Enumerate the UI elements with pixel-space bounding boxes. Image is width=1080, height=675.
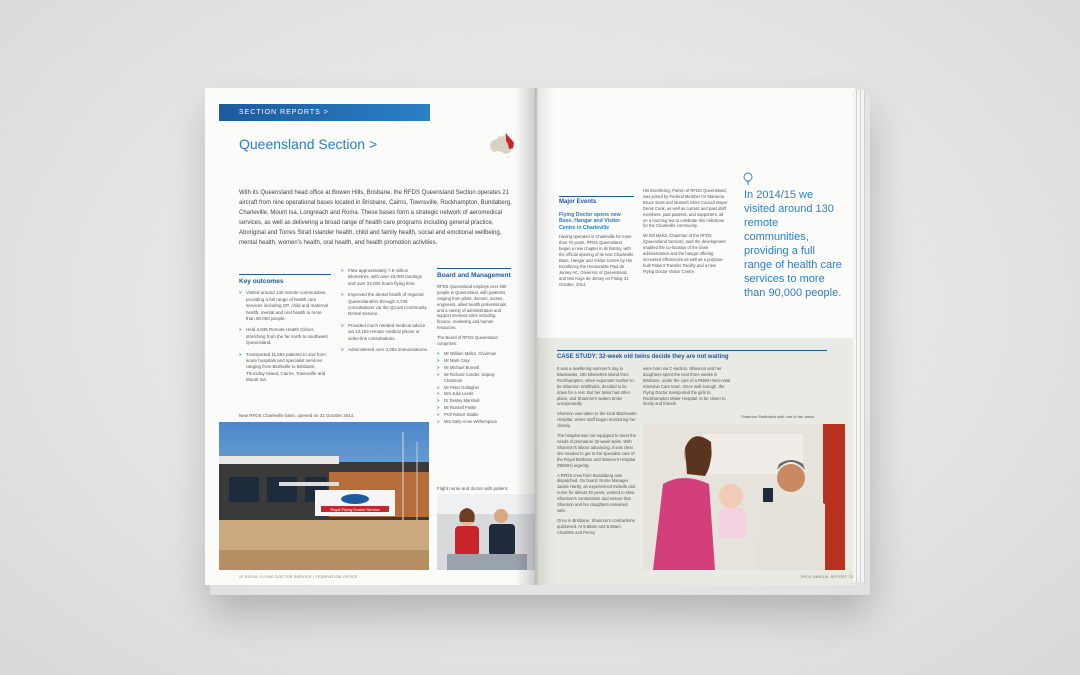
outcome-item: > Provided much needed medical advice via 13,153 remote medical phone or video-link consultations. — [341, 323, 429, 342]
board-text: The Board of RFDS Queensland comprises: — [437, 335, 498, 347]
board-member: > Mr Mark Gray — [437, 358, 511, 364]
case-study-column-1 — [557, 366, 637, 540]
case-text: Once in Brisbane, Shannon's contractions quickened. At 9.58am and 9.59am, Charlotte and Penny — [557, 517, 635, 535]
case-text: It was a sweltering summer's day in Blackwater, 190 kilometres inland from Rockhampton, when expectant mother-to-be Shannon Smithwick, decided to lie down for a rest. But her twins had other plans, and Shannon's waters broke unexpectedly. — [557, 366, 635, 407]
board-member: > Mrs Sally-Anne Witherspoon — [437, 419, 511, 425]
case-study-panel — [537, 338, 855, 585]
case-text: were born via C-section. Shannon and her daughters spent the next three weeks in Brisbane, under the care of a RBWH Neo-natal Intensive Care team. Once well enough, the Flying Doctor transported the girls to Rockhampton Mater Hospital, to be closer to family and friends. — [643, 366, 731, 407]
board-member: > Prof Robert Stable — [437, 412, 511, 418]
flight-nurse-photo — [437, 494, 535, 570]
left-footer: 22 ROYAL FLYING DOCTOR SERVICE | FEDERATION OFFICE — [239, 575, 358, 579]
outcome-item: > Transported 11,554 patients to and from acute hospitals and specialist services ranging from Birdsville to Brisbane, Thursday Island, Cairns, Townsville and Mount Isa. — [239, 352, 331, 384]
board-member: > Mr William Mellor, Chairman — [437, 351, 511, 357]
family-photo-caption: Shannon Smithwick with one of her twins. — [741, 414, 815, 419]
flight-nurse-illustration — [437, 494, 535, 570]
key-outcomes-column-1 — [239, 274, 331, 389]
event-continued-column — [643, 188, 728, 279]
board-member: > Mr Peter Gallagher — [437, 385, 511, 391]
intro-paragraph: With its Queensland head office at Bowen Hills, Brisbane, the RFDS Queensland Section operates 21 aircraft from nine operational bases located in Brisbane, Cairns, Townsville, Rockhampton, Bundaberg, Charleville, Mount Isa, Longreach and Roma. These bases form a strategic network of aeromedical services, as well as delivering a broad range of health care programs including general practice, Aboriginal and Torres Strait Islander health, child and family health, social and emotional wellbeing, mental health, women's health, oral health, and health promotion activities. — [239, 190, 512, 246]
page-title: Queensland Section > — [239, 136, 378, 152]
case-study-title: CASE STUDY: 32-week old twins decide they are not waiting — [557, 350, 827, 360]
board-text: RFDS Queensland employs over 400 people in Queensland, with positions ranging from pilots, doctors, nurses, engineers, allied health professionals, and a variety of administration and support services roles including finance, marketing and human resources. — [437, 283, 508, 331]
case-study-column-2 — [643, 366, 733, 411]
outcome-item: > Administered over 4,052 immunisations. — [341, 347, 429, 353]
sign-text: Royal Flying Doctor Service — [330, 507, 380, 512]
outcome-item: > Held 4,835 Remote Health Clinics stretching from the far north to southwest Queensland. — [239, 327, 331, 346]
event-text: Mr Bill Mellor, Chairman of the RFDS (Queensland Section), said the development enabled the co-location of the base administration and the hangar offering increased efficiencies as well as a purpose-built Patient Transfer Facility and a new Flying Doctor Visitor Centre. — [643, 233, 726, 274]
major-events-heading: Major Events — [559, 196, 634, 206]
right-page — [537, 88, 855, 585]
page-edges — [853, 90, 867, 582]
board-member: > Mr Russell Postle — [437, 405, 511, 411]
lightbulb-icon — [743, 172, 753, 186]
board-member: > Dr Desley Marshall — [437, 398, 511, 404]
right-footer: RFDS ANNUAL REPORT 23 — [801, 575, 854, 579]
outcome-item: > Flew approximately 7.9 million kilometres, with over 23,000 landings and over 24,000 hours flying time. — [341, 268, 429, 287]
board-member: > Mr Michael Burnett — [437, 365, 511, 371]
charleville-base-photo — [219, 422, 429, 570]
major-events-column — [559, 196, 634, 292]
twins-family-photo — [643, 424, 845, 570]
key-outcomes-column-2 — [341, 268, 429, 358]
case-text: The hospital was not equipped to meet the needs of premature 32-week twins. With Shannon's labour advancing, it was clear she needed to get to the specialist care of the Royal Brisbane and Women's Hospital (RBWH) urgently. — [557, 433, 636, 468]
twins-family-illustration — [643, 424, 845, 570]
outcome-item: > Visited around 130 remote communities, providing a full range of health care services including GP, child and maternal health, mental and oral health to more than 90,000 people. — [239, 290, 331, 322]
base-photo-caption: New RFDS Charleville base, opened on 31 October 2014. — [239, 413, 355, 418]
section-reports-banner: SECTION REPORTS > — [219, 104, 430, 121]
nurse-photo-caption: Flight nurse and doctor with patient. — [437, 486, 509, 491]
event-title: Flying Doctor opens new Base, Hangar and Visitor Centre in Charleville — [559, 211, 621, 231]
case-text: Shannon was taken to the local Blackwater Hospital, where staff began monitoring her closely. — [557, 411, 637, 429]
left-page — [205, 88, 535, 585]
board-management-column — [437, 268, 511, 426]
pull-quote: In 2014/15 we visited around 130 remote communities, providing a full range of health care services to more than 90,000 people. — [744, 189, 842, 299]
event-text: His Excellency, Patron of RFDS Queensland, was joined by Federal Member for Maranoa Bruce Scott and Murweh Shire Council Mayor Denis Cook, as well as current and past staff members, past patients, and supporters, all on a morning tea to celebrate this milestone for the Charleville community. — [643, 188, 728, 229]
charleville-base-illustration — [219, 422, 429, 570]
board-member: > Mr Richard Conder, Deputy Chairman — [437, 372, 511, 384]
outcome-item: > Improved the dental health of regional Queenslanders through 2,726 consultations via the QCoal Community Dental Service. — [341, 292, 429, 318]
australia-map-icon — [487, 130, 517, 160]
event-text: Having operated in Charleville for more than 70 years, RFDS Queensland began a new chapter in its history, with the official opening of its new Charleville Base, Hangar and Visitor Centre by His Excellency the Honourable Paul de Jersey AC, Governor of Queensland, and Mrs Kaye de Jersey on Friday 31 October, 2014. — [559, 234, 634, 287]
key-outcomes-heading: Key outcomes — [239, 274, 331, 285]
board-member: > Mrs Julia Leeds — [437, 391, 511, 397]
case-text: A RFDS crew from Bundaberg was dispatched. On board, Nurse Manager Jackie Hardy, an experienced midwife and nurse for almost 30 years, worked to slow Shannon's contractions and ensure that Shannon and her daughters remained safe. — [557, 472, 636, 513]
board-heading: Board and Management — [437, 268, 511, 279]
